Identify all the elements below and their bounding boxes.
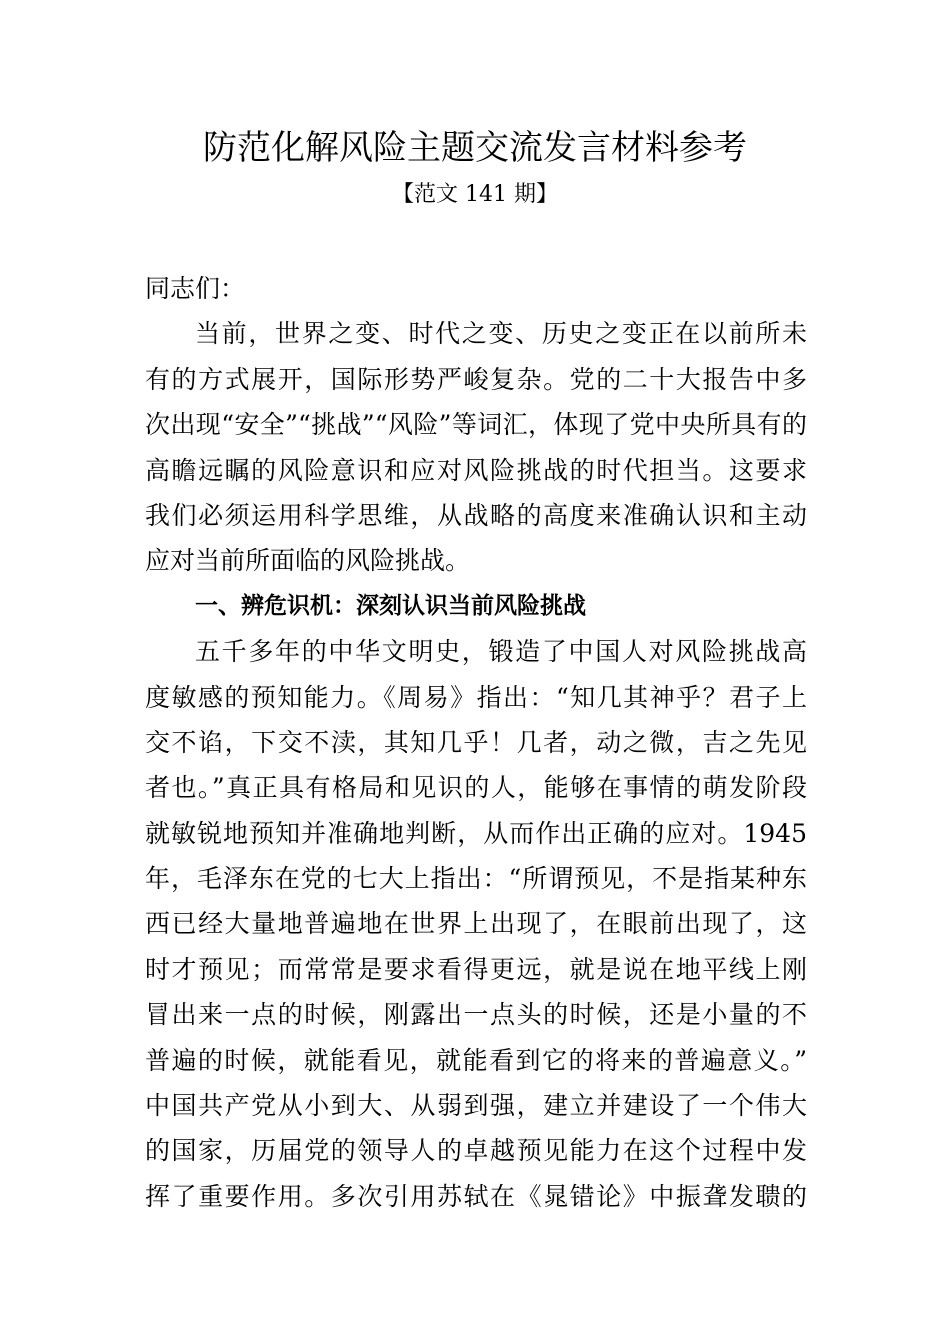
paragraph-line: 西已经大量地普遍地在世界上出现了，在眼前出现了，这 [145, 909, 807, 939]
salutation: 同志们： [145, 274, 246, 303]
paragraph-line: 的国家，历届党的领导人的卓越预见能力在这个过程中发 [145, 1136, 807, 1166]
paragraph-line: 中国共产党从小到大、从弱到强，建立并建设了一个伟大 [145, 1091, 807, 1121]
paragraph-line: 者也。”真正具有格局和见识的人，能够在事情的萌发阶段 [145, 773, 807, 803]
document-body [145, 266, 807, 1219]
paragraph-line: 应对当前所面临的风险挑战。 [145, 546, 471, 576]
paragraph-line: 当前，世界之变、时代之变、历史之变正在以前所未 [195, 319, 807, 349]
paragraph-line: 年，毛泽东在党的七大上指出：“所谓预见，不是指某种东 [145, 864, 807, 894]
paragraph-line: 时才预见；而常常是要求看得更远，就是说在地平线上刚 [145, 954, 807, 984]
paragraph-line: 我们必须运用科学思维，从战略的高度来准确认识和主动 [145, 500, 807, 530]
document-title: 防范化解风险主题交流发言材料参考 [203, 128, 747, 168]
paragraph-line: 次出现“安全”“挑战”“风险”等词汇，体现了党中央所具有的 [145, 410, 807, 440]
document-subtitle: 【范文 141 期】 [392, 182, 558, 207]
paragraph-line: 普遍的时候，就能看见，就能看到它的将来的普遍意义。” [145, 1045, 807, 1075]
paragraph-line: 挥了重要作用。多次引用苏轼在《晁错论》中振聋发聩的 [145, 1181, 807, 1211]
paragraph-line: 高瞻远瞩的风险意识和应对风险挑战的时代担当。这要求 [145, 455, 807, 485]
section-heading: 一、辨危识机：深刻认识当前风险挑战 [195, 592, 586, 619]
paragraph-line: 就敏锐地预知并准确地判断，从而作出正确的应对。1945 [145, 818, 807, 848]
paragraph-line: 度敏感的预知能力。《周易》指出：“知几其神乎？君子上 [145, 682, 807, 712]
paragraph-line: 冒出来一点的时候，刚露出一点头的时候，还是小量的不 [145, 1000, 807, 1030]
paragraph-line: 五千多年的中华文明史，锻造了中国人对风险挑战高 [195, 637, 807, 667]
paragraph-line: 交不谄，下交不渎，其知几乎！几者，动之微，吉之先见 [145, 727, 807, 757]
paragraph-line: 有的方式展开，国际形势严峻复杂。党的二十大报告中多 [145, 364, 807, 394]
